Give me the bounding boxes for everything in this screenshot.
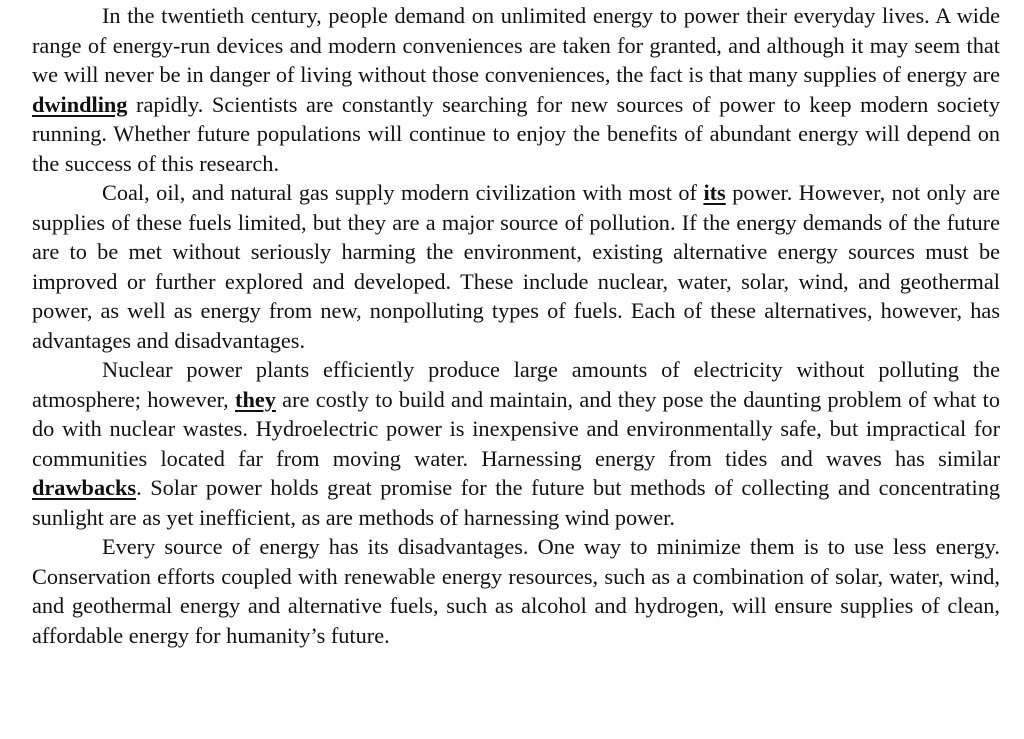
- emphasized-word-drawbacks: drawbacks: [32, 475, 137, 500]
- paragraph-1: [32, 1, 1000, 178]
- text-run: Every source of energy has its disadvantages. One way to minimize them is to use less energy. Conservation efforts coupled with renewable energy resources, such as a combination of solar, water, wind, and geothermal energy and alternative fuels, such as alcohol and hydrogen, will ensure supplies of clean, affordable energy for humanity’s future.: [32, 534, 1000, 648]
- emphasized-word-dwindling: dwindling: [32, 91, 128, 117]
- text-run: In the twentieth century, people demand on unlimited energy to power their everyday lives. A wide range of energy-run devices and modern conveniences are taken for granted, and although it may seem that we will never be in danger of living without those conveniences, the fact is that many supplies of energy are: [32, 3, 1000, 87]
- paragraph-4: [32, 532, 1000, 650]
- text-run: power. However, not only are supplies of these fuels limited, but they are a major source of pollution. If the energy demands of the future are to be met without seriously harming the environment, existing alternative energy sources must be improved or further explored and developed. These include nuclear, water, solar, wind, and geothermal power, as well as energy from new, nonpolluting types of fuels. Each of these alternatives, however, has advantages and disadvantages.: [32, 180, 1001, 353]
- emphasized-word-they: they: [235, 386, 276, 412]
- text-run: Coal, oil, and natural gas supply modern civilization with most of: [102, 180, 704, 205]
- text-run: Nuclear power plants efficiently produce large amounts of electricity without polluting the atmosphere; however,: [32, 357, 1000, 412]
- text-run: . Solar power holds great promise for the future but methods of collecting and concentrating sunlight are as yet inefficient, as are methods of harnessing wind power.: [32, 475, 1000, 530]
- text-run: rapidly. Scientists are constantly searching for new sources of power to keep modern society running. Whether future populations will continue to enjoy the benefits of abundant energy will depend on the success of this research.: [32, 91, 1000, 176]
- text-run: are costly to build and maintain, and they pose the daunting problem of what to do with nuclear wastes. Hydroelectric power is inexpensive and environmentally safe, but impractical for communities located far from moving water. Harnessing energy from tides and waves has similar: [32, 386, 1000, 471]
- emphasized-word-its: its: [703, 180, 726, 205]
- paragraph-3: [32, 355, 1000, 532]
- paragraph-2: [32, 178, 1000, 355]
